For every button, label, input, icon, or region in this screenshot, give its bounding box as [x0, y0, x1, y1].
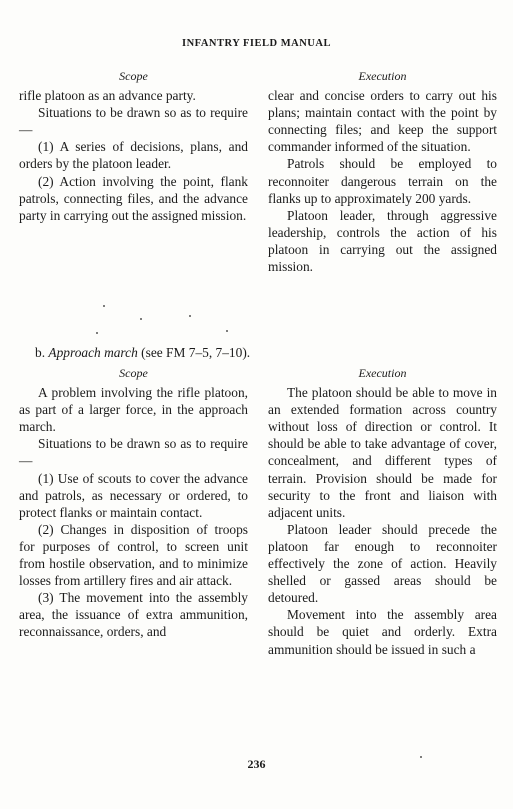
running-head: INFANTRY FIELD MANUAL — [182, 38, 331, 49]
scope-paragraph: (1) A series of decisions, plans, and orders by the platoon leader. — [19, 139, 248, 172]
scope-heading: Scope — [119, 366, 148, 380]
print-speck — [96, 332, 98, 334]
execution-heading: Execution — [358, 366, 407, 380]
subsection-heading — [35, 344, 505, 361]
scope-paragraph: (1) Use of scouts to cover the advance and patrols, as necessary or ordered, to protect flanks or maintain contact. — [19, 470, 248, 520]
subsection-title: Approach march — [48, 345, 138, 360]
scope-paragraph: (3) The movement into the assembly area, the issuance of extra ammunition, reconnaissance, orders, and — [19, 590, 248, 640]
execution-paragraph: Platoon leader should precede the platoon far enough to reconnoiter effectively the zone of action. Heavily shelled or gassed areas should be detoured. — [268, 521, 497, 606]
scope-heading: Scope — [119, 69, 148, 83]
page-number: 236 — [247, 757, 266, 771]
print-speck — [140, 318, 142, 320]
execution-heading: Execution — [358, 69, 407, 83]
print-speck — [103, 305, 105, 307]
scope-paragraph: (2) Action involving the point, flank patrols, connecting files, and the advance party in carrying out the assigned mission. — [19, 173, 248, 223]
section1-execution-column — [268, 68, 497, 275]
scope-paragraph: Situations to be drawn so as to require— — [19, 105, 248, 138]
subsection-letter: b. — [35, 345, 46, 360]
scope-paragraph: Situations to be drawn so as to require— — [19, 436, 248, 469]
execution-paragraph: The platoon should be able to move in an extended formation across country without loss of direction or control. It should be able to take advantage of cover, concealment, and different types of terrain. Provision should be made for security to the front and liaison with adjacent units. — [268, 385, 497, 520]
section1-scope-column — [19, 68, 248, 224]
subsection-reference: (see FM 7–5, 7–10). — [141, 345, 251, 360]
scope-paragraph: A problem involving the rifle platoon, as part of a larger force, in the approach march. — [19, 385, 248, 435]
execution-paragraph: Movement into the assembly area should be quiet and orderly. Extra ammunition should be issued in such a — [268, 607, 497, 657]
scope-paragraph: (2) Changes in disposition of troops for purposes of control, to screen unit from hostile observation, and to minimize losses from artillery fires and air attack. — [19, 521, 248, 589]
section2-scope-column — [19, 365, 248, 641]
scope-paragraph: rifle platoon as an advance party. — [19, 88, 196, 104]
section2-execution-column — [268, 365, 497, 658]
execution-paragraph: Patrols should be employed to reconnoiter dangerous terrain on the flanks up to approximately 200 yards. — [268, 156, 497, 206]
print-speck — [226, 330, 228, 332]
print-speck — [189, 315, 191, 317]
execution-paragraph: Platoon leader, through aggressive leadership, controls the action of his platoon in carrying out the assigned mission. — [268, 207, 497, 275]
execution-paragraph: clear and concise orders to carry out his plans; maintain contact with the point by connecting files; and keep the support commander informed of the situation. — [268, 88, 497, 155]
